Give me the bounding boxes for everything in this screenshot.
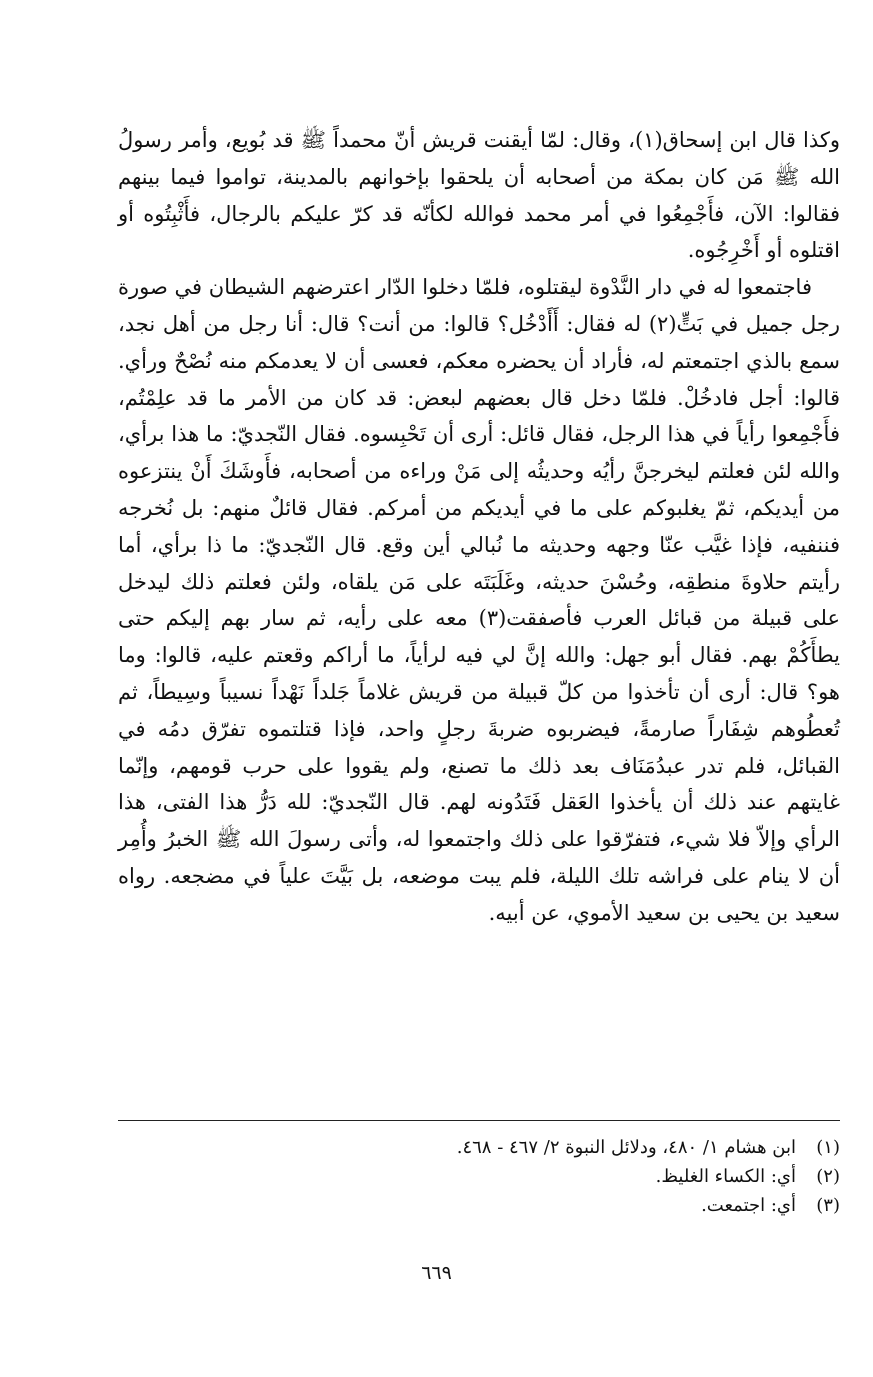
footnote-number: (١) [816,1137,840,1158]
footnote-divider [118,1120,840,1121]
main-text [118,122,840,932]
footnote-text: ابن هشام ١/ ٤٨٠، ودلائل النبوة ٢/ ٤٦٧ - ٤٦٨. [456,1137,796,1158]
paragraph-2: فاجتمعوا له في دار النَّدْوة ليقتلوه، فلمّا دخلوا الدّار اعترضهم الشيطان في صورة رجل جميل في بَتٍّ(٢) له فقال: أَأَدْخُل؟ قالوا: من أنت؟ قال: أنا رجل من أهل نجد، سمع بالذي اجتمعتم له، فأراد أن يحضره معكم، فعسى أن لا يعدمكم منه نُصْحٌ ورأي. قالوا: أجل فادخُلْ. فلمّا دخل قال بعضهم لبعض: قد كان من الأمر ما قد علِمْتُم، فأَجْمِعوا رأياً في هذا الرجل، فقال قائل: أرى أن تَحْبِسوه. فقال النّجديّ: ما هذا برأي، والله لئن فعلتم ليخرجنَّ رأيُه وحديثُه إلى مَنْ وراءه من أصحابه، فأَوشَكَ أَنْ ينتزعوه من أيديكم، ثمّ يغلبوكم على ما في أيديكم من أمركم. فقال قائلٌ منهم: بل نُخرجه فننفيه، فإذا غيَّب عنّا وجهه وحديثه ما نُبالي أين وقع. قال النّجديّ: ما ذا برأي، أما رأيتم حلاوةَ منطقِه، وحُسْنَ حديثه، وغَلَبَتَه على مَن يلقاه، ولئن فعلتم ذلك ليدخل على قبيلة من قبائل العرب فأصفقت(٣) معه على رأيه، ثم سار بهم إليكم حتى يطأَكُمْ بهم. فقال أبو جهل: والله إنَّ لي فيه لرأياً، ما أراكم وقعتم عليه، قالوا: وما هو؟ قال: أرى أن تأخذوا من كلّ قبيلة من قريش غلاماً جَلداً نَهْداً نسيباً وسِيطاً، ثم تُعطُوهم شِفَاراً صارمةً، فيضربوه ضربةَ رجلٍ واحد، فإذا قتلتموه تفرّق دمُه في القبائل، فلم تدر عبدُمَنَاف بعد ذلك ما تصنع، ولم يقووا على حرب قومهم، وإنّما غايتهم عند ذلك أن يأخذوا العَقل فَتَدُونه لهم. قال النّجديّ: لله دَرُّ هذا الفتى، هذا الرأي وإلاّ فلا شيء، فتفرّقوا على ذلك واجتمعوا له، وأتى رسولَ الله ﷺ الخبرُ وأُمِر أن لا ينام على فراشه تلك الليلة، فلم يبت موضعه، بل بَيَّتَ علياً في مضجعه. رواه سعيد بن يحيى بن سعيد الأموي، عن أبيه. [118,275,841,925]
footnote-text: أي: الكساء الغليظ. [655,1166,796,1187]
footnote-2 [118,1162,840,1191]
footnote-3 [118,1191,840,1220]
footnote-text: أي: اجتمعت. [701,1195,796,1216]
footnotes [118,1133,840,1220]
page-number: ٦٦٩ [421,1262,452,1284]
footnote-number: (٣) [816,1195,840,1216]
footnote-number: (٢) [816,1166,840,1187]
paragraph-1: وكذا قال ابن إسحاق(١)، وقال: لمّا أيقنت قريش أنّ محمداً ﷺ قد بُويع، وأمر رسولُ الله ﷺ مَن كان بمكة من أصحابه أن يلحقوا بإخوانهم بالمدينة، تواموا فيما بينهم فقالوا: الآن، فأَجْمِعُوا في أمر محمد فوالله لكأنّه قد كرّ عليكم بالرجال، فأَثْبِتُوه أو اقتلوه أو أَخْرِجُوه. [118,128,840,263]
footnote-1 [118,1133,840,1162]
